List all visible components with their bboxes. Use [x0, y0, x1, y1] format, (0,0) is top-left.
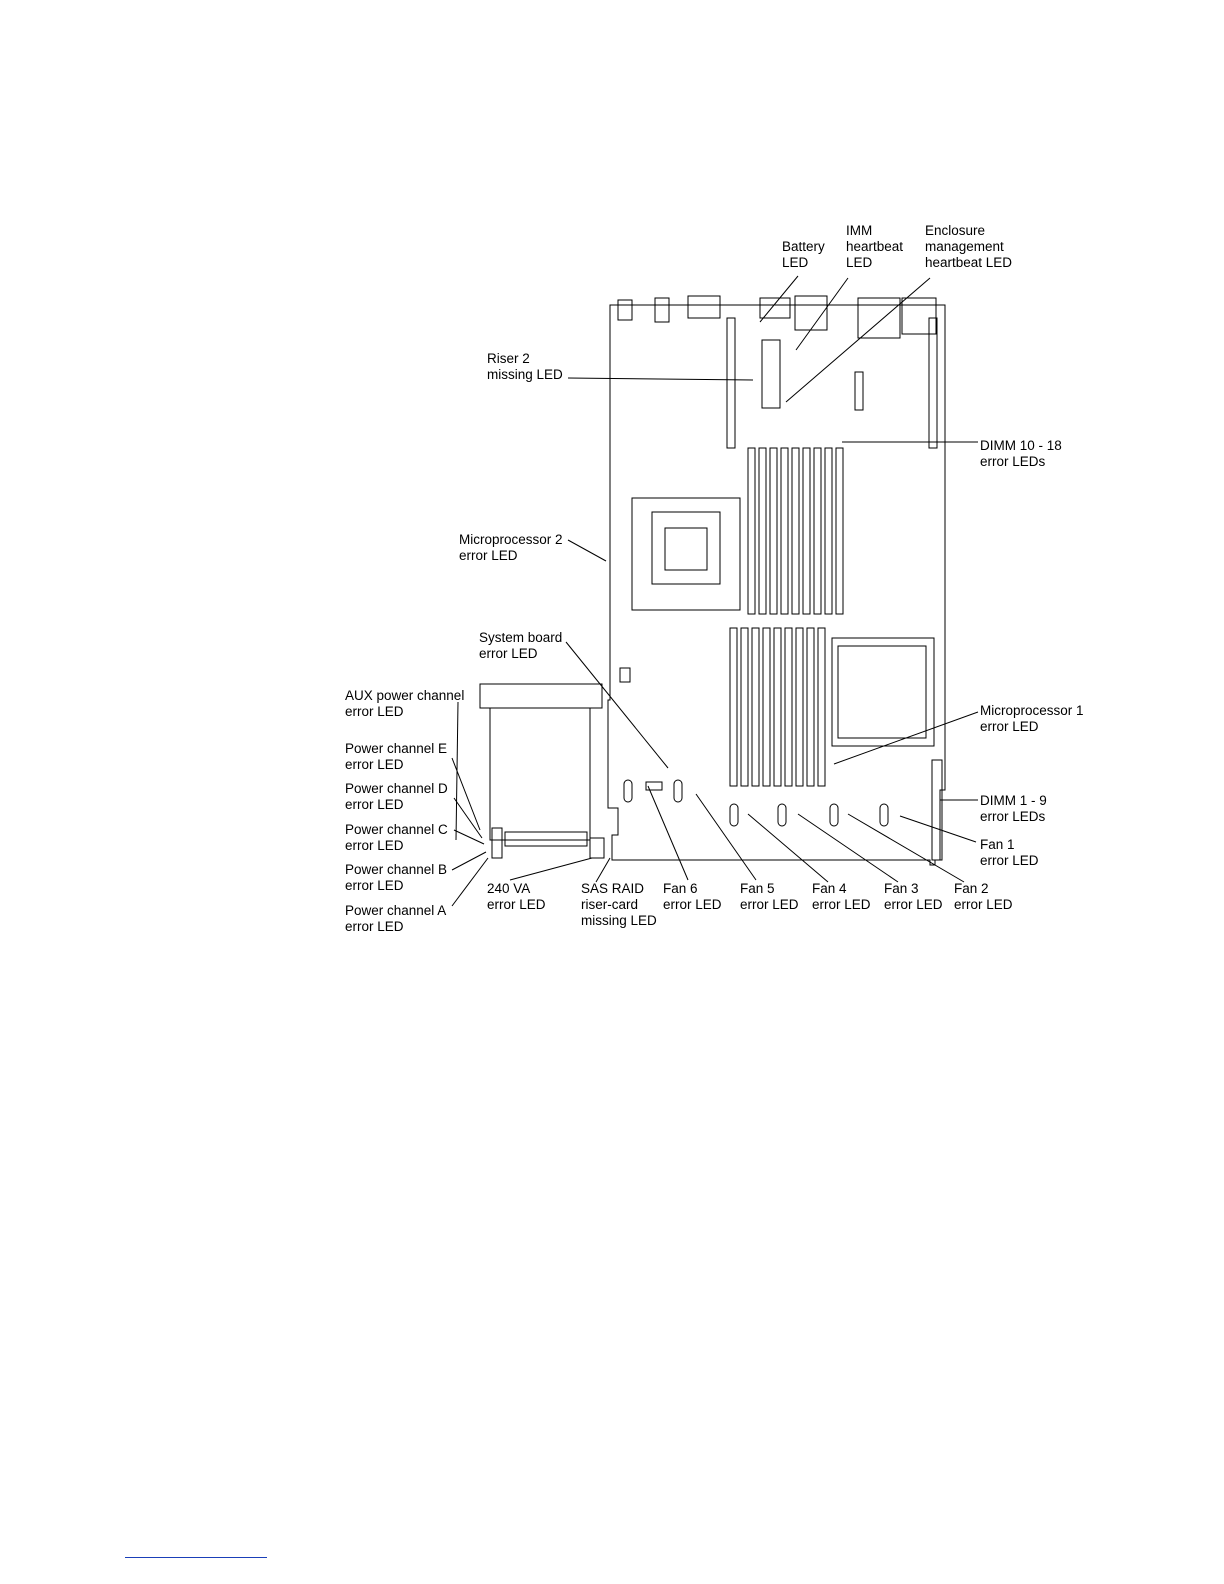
label-fan1-error-led: Fan 1 error LED: [980, 837, 1039, 868]
label-dimm-1-9-error-leds: DIMM 1 - 9 error LEDs: [980, 793, 1047, 824]
label-power-channel-c-error-led: Power channel C error LED: [345, 822, 448, 853]
connector-4: [760, 298, 790, 318]
fan-connectors: [624, 780, 888, 826]
microprocessor-2-socket: [632, 498, 740, 610]
connector-7: [902, 298, 936, 334]
label-imm-heartbeat-led: IMM heartbeat LED: [846, 223, 904, 270]
footer-rule: [125, 1557, 267, 1558]
power-supply-cage: [480, 684, 602, 708]
riser-slot-right: [929, 318, 937, 448]
sas-raid-connector: [590, 838, 604, 858]
label-battery-led: Battery LED: [782, 239, 825, 270]
battery-holder: [762, 340, 780, 408]
riser-slot-left: [727, 318, 735, 448]
label-power-channel-e-error-led: Power channel E error LED: [345, 741, 448, 772]
dimm-bank-upper: [748, 448, 843, 614]
label-sas-raid-riser-card-missing-led: SAS RAID riser-card missing LED: [581, 881, 657, 928]
label-power-channel-b-error-led: Power channel B error LED: [345, 862, 448, 893]
vrm-block: [620, 668, 630, 682]
microprocessor-1-socket: [832, 638, 934, 746]
label-aux-power-channel-error-led: AUX power channel error LED: [345, 688, 465, 719]
label-riser2-missing-led: Riser 2 missing LED: [487, 351, 563, 382]
label-enclosure-management-heartbeat-led: Enclosure management heartbeat LED: [925, 223, 1013, 270]
connector-6: [858, 298, 900, 338]
label-power-channel-d-error-led: Power channel D error LED: [345, 781, 448, 812]
label-microprocessor2-error-led: Microprocessor 2 error LED: [459, 532, 563, 563]
label-fan6-error-led: Fan 6 error LED: [663, 881, 722, 912]
connector-1: [618, 300, 632, 320]
label-microprocessor1-error-led: Microprocessor 1 error LED: [980, 703, 1084, 734]
dimm-bank-lower: [730, 628, 825, 786]
label-power-channel-a-error-led: Power channel A error LED: [345, 903, 447, 934]
connector-2: [655, 298, 669, 322]
power-connector: [492, 828, 502, 858]
label-fan5-error-led: Fan 5 error LED: [740, 881, 799, 912]
label-fan2-error-led: Fan 2 error LED: [954, 881, 1013, 912]
label-dimm-10-18-error-leds: DIMM 10 - 18 error LEDs: [980, 438, 1062, 469]
connector-3: [688, 296, 720, 318]
label-system-board-error-led: System board error LED: [479, 630, 563, 661]
label-fan4-error-led: Fan 4 error LED: [812, 881, 871, 912]
enclosure-chip: [855, 372, 863, 410]
label-fan3-error-led: Fan 3 error LED: [884, 881, 943, 912]
label-240va-error-led: 240 VA error LED: [487, 881, 546, 912]
